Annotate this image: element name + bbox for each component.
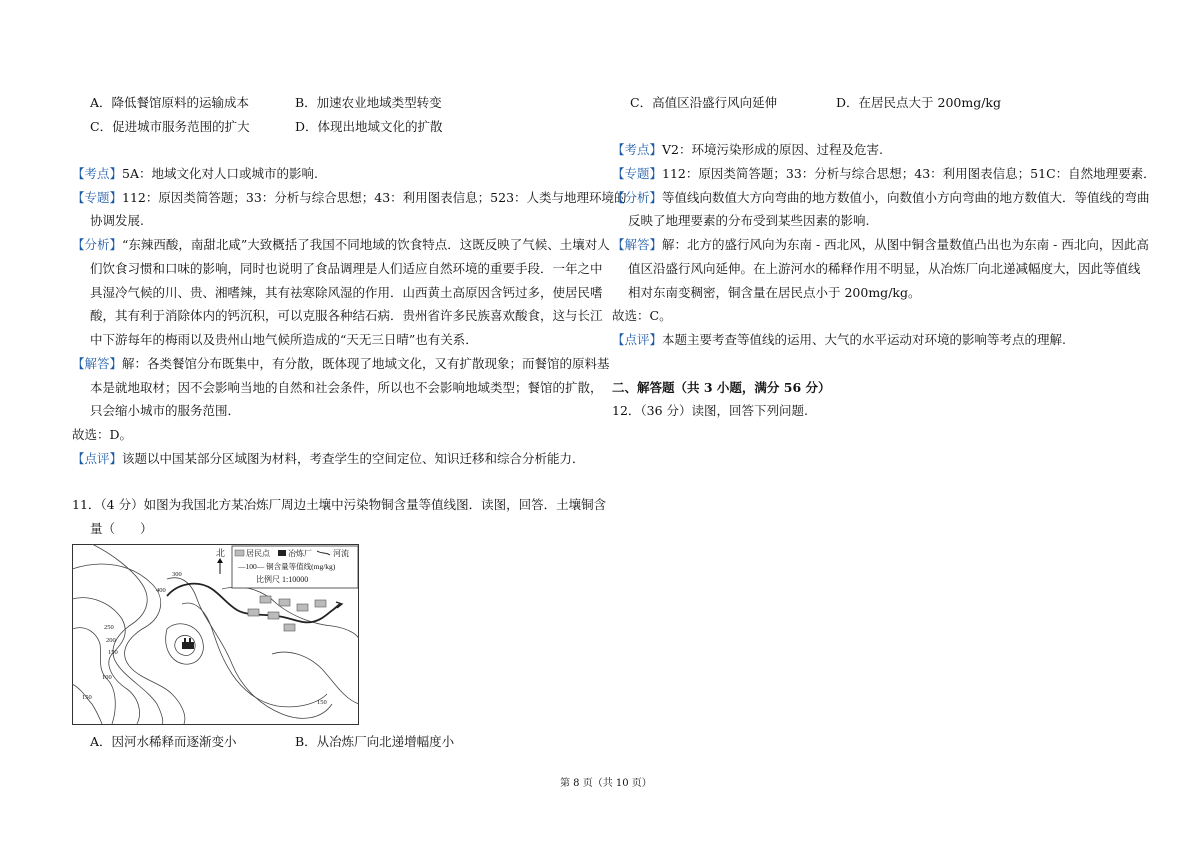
contour-label: 150: [317, 699, 327, 706]
kaodian-line-right: [612, 142, 883, 158]
answer-q11: 故选：C。: [612, 308, 672, 323]
contour-label: 100: [102, 674, 112, 681]
fenxi-line2-right: 反映了地理要素的分布受到某些因素的影响.: [628, 213, 870, 228]
q11-option-b: B．从冶炼厂向北递增幅度小: [295, 734, 455, 749]
q10-option-a: A．降低餐馆原料的运输成本: [90, 95, 250, 110]
q11-option-c: C．高值区沿盛行风向延伸: [630, 95, 778, 110]
zhuanti-tag: 【专题】: [612, 166, 663, 181]
q11-stem-line1: 11．（4 分）如图为我国北方某冶炼厂周边土壤中污染物铜含量等值线图．读图，回答．土壤铜含: [72, 497, 607, 512]
north-label: 北: [216, 548, 226, 558]
legend-smelter: 冶炼厂: [288, 549, 312, 558]
jieda-line3: 只会缩小城市的服务范围．: [90, 403, 241, 418]
legend-contour: —100— 铜含量等值线(mg/kg): [238, 562, 336, 571]
jieda-tag: 【解答】: [72, 356, 123, 371]
contour-map-figure: [72, 544, 359, 725]
legend-river: 河流: [333, 549, 349, 558]
kaodian-text: 5A：地域文化对人口或城市的影响.: [122, 166, 318, 181]
zhuanti-line-right: [612, 166, 1156, 182]
fenxi-line4: 酸，其有利于消除体内的钙沉积，可以克服各种结石病．贵州省许多民族喜欢酸食，这与长江: [90, 308, 603, 323]
dianping-line-right: [612, 332, 1066, 348]
q12-stem: 12．（36 分）读图，回答下列问题.: [612, 403, 809, 418]
kaodian-text: V2：环境污染形成的原因、过程及危害.: [662, 142, 883, 157]
jieda-line: [72, 356, 610, 372]
zhuanti-line2: 协调发展.: [90, 213, 144, 228]
kaodian-tag: 【考点】: [72, 166, 123, 181]
dianping-text: 该题以中国某部分区域图为材料，考查学生的空间定位、知识迁移和综合分析能力．: [122, 451, 585, 466]
fenxi-tag: 【分析】: [612, 190, 663, 205]
zhuanti-tag: 【专题】: [72, 190, 123, 205]
zhuanti-text: 112：原因类简答题；33：分析与综合思想；43：利用图表信息；523：人类与地理环境的: [122, 190, 627, 205]
contour-label: 200: [106, 637, 116, 644]
fenxi-line5: 中下游每年的梅雨以及贵州山地气候所造成的“天无三日晴”也有关系．: [90, 332, 478, 347]
dianping-tag: 【点评】: [612, 332, 663, 347]
fenxi-tag: 【分析】: [72, 237, 123, 252]
fenxi-line2: 们饮食习惯和口味的影响，同时也说明了食品调理是人们适应自然环境的重要手段．一年之中: [90, 261, 603, 276]
contour-label: 150: [82, 694, 92, 701]
fenxi-text: “东辣西酸，南甜北咸”大致概括了我国不同地域的饮食特点．这既反映了气候、土壤对人: [122, 237, 610, 252]
jieda-text: 解：各类餐馆分布既集中，有分散，既体现了地域文化，又有扩散现象；而餐馆的原料基: [122, 356, 610, 371]
contour-label: 300: [172, 571, 182, 578]
fenxi-line-right: [612, 190, 1150, 206]
dianping-tag: 【点评】: [72, 451, 123, 466]
q10-option-b: B．加速农业地域类型转变: [295, 95, 442, 110]
zhuanti-text: 112：原因类简答题；33：分析与综合思想；43：利用图表信息；51C：自然地理要素．: [662, 166, 1156, 181]
fenxi-line: [72, 237, 610, 253]
q10-option-d: D．体现出地域文化的扩散: [295, 119, 443, 134]
answer-q10: 故选：D。: [72, 427, 133, 442]
jieda-tag: 【解答】: [612, 237, 663, 252]
legend-scale: 比例尺 1:10000: [256, 575, 309, 584]
contour-label: 250: [104, 624, 114, 631]
contour-map: [72, 544, 359, 725]
kaodian-tag: 【考点】: [612, 142, 663, 157]
fenxi-line3: 具湿冷气候的川、贵、湘嗜辣，其有祛寒除风湿的作用．山西黄土高原因含钙过多，使居民嗜: [90, 285, 603, 300]
jieda-line2: 本是就地取材；因不会影响当地的自然和社会条件，所以也不会影响地域类型；餐馆的扩散，: [90, 380, 603, 395]
q11-option-d: D．在居民点大于 200mg/kg: [836, 95, 1001, 110]
page-footer: 第 8 页（共 10 页）: [560, 778, 652, 789]
contour-label: 400: [156, 587, 166, 594]
q11-option-a: A．因河水稀释而逐渐变小: [90, 734, 237, 749]
section-heading: 二、解答题（共 3 小题，满分 56 分）: [612, 380, 831, 395]
q10-option-c: C．促进城市服务范围的扩大: [90, 119, 250, 134]
dianping-text: 本题主要考查等值线的运用、大气的水平运动对环境的影响等考点的理解.: [662, 332, 1066, 347]
jieda-text: 解：北方的盛行风向为东南 - 西北风，从图中铜含量数值凸出也为东南 - 西北向，因此高: [662, 237, 1149, 252]
jieda-line2-right: 值区沿盛行风向延伸。在上游河水的稀释作用不明显，从冶炼厂向北递减幅度大，因此等值线: [628, 261, 1141, 276]
legend-settlement: 居民点: [246, 549, 270, 558]
q11-stem-line2: 量（ ）: [90, 521, 153, 536]
fenxi-text: 等值线向数值大方向弯曲的地方数值小，向数值小方向弯曲的地方数值大．等值线的弯曲: [662, 190, 1150, 205]
kaodian-line: [72, 166, 318, 182]
jieda-line-right: [612, 237, 1149, 253]
contour-label: 150: [108, 649, 118, 656]
zhuanti-line: [72, 190, 627, 206]
jieda-line3-right: 相对东南变稠密，铜含量在居民点小于 200mg/kg。: [628, 285, 921, 300]
dianping-line: [72, 451, 585, 467]
